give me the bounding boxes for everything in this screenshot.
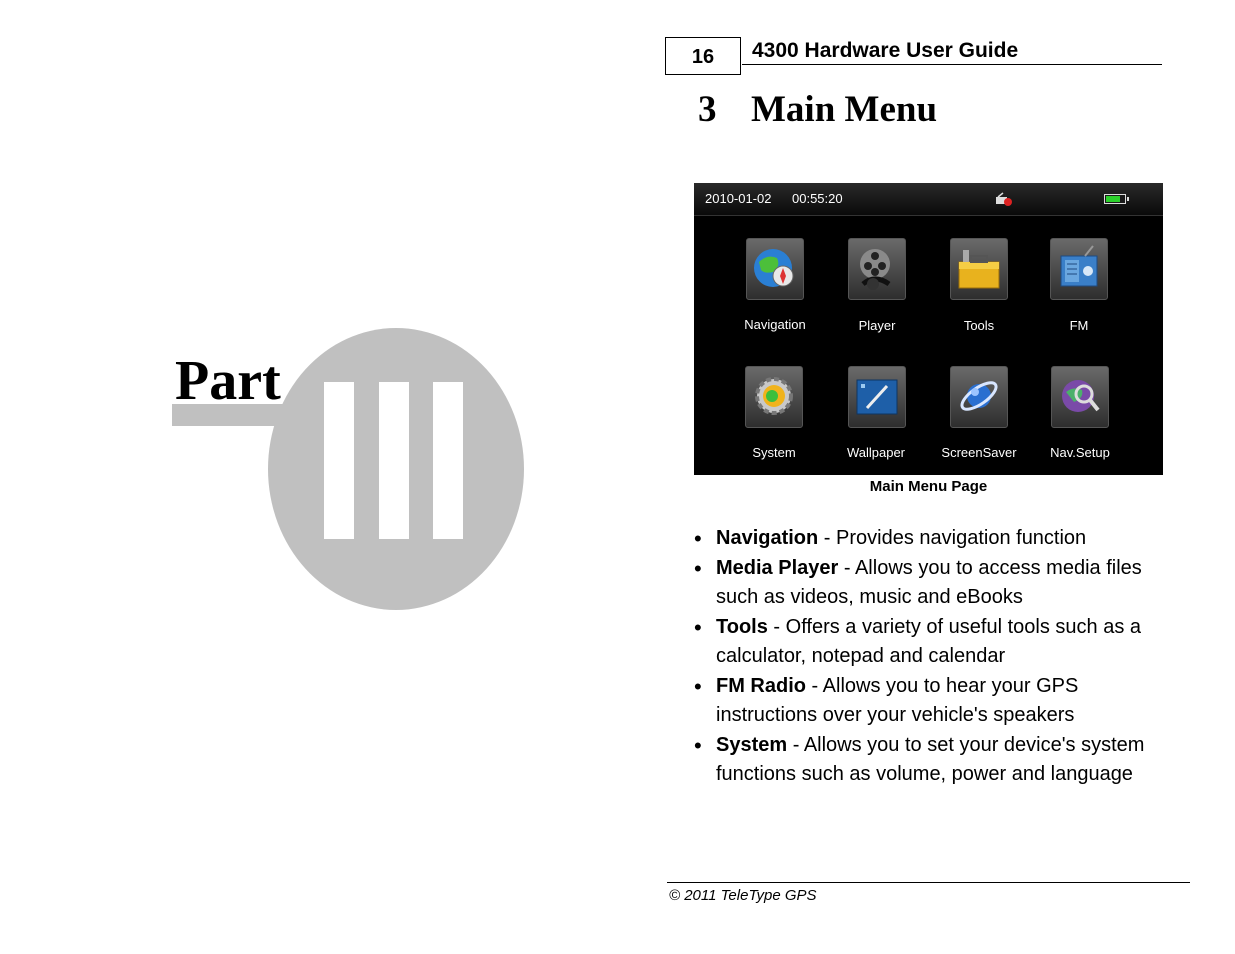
menu-tile-system[interactable]: [745, 366, 803, 428]
film-reel-icon: [853, 244, 901, 294]
list-item-term: Tools: [716, 616, 768, 638]
menu-label: Nav.Setup: [1050, 445, 1110, 460]
list-item: [694, 554, 1164, 612]
picture-icon: [853, 372, 901, 422]
header-rule: [742, 64, 1162, 65]
list-item-text: - Allows you to access media files such as videos, music and eBooks: [716, 557, 1142, 608]
status-time: 00:55:20: [792, 191, 843, 206]
menu-label: Tools: [963, 318, 995, 333]
menu-label: ScreenSaver: [941, 445, 1017, 460]
menu-tile-navigation[interactable]: [746, 238, 804, 300]
chapter-number: 3: [698, 89, 717, 130]
list-item-term: Media Player: [716, 557, 839, 579]
menu-tile-wallpaper[interactable]: [848, 366, 906, 428]
globe-magnifier-icon: [1056, 372, 1104, 422]
list-item: [694, 524, 1164, 553]
radio-icon: [1055, 244, 1103, 294]
toolbox-icon: [955, 244, 1003, 294]
chapter-heading: [698, 86, 937, 134]
battery-icon: [1104, 194, 1126, 204]
list-item-text: - Allows you to set your device's system functions such as volume, power and language: [716, 734, 1145, 785]
menu-label: Player: [858, 318, 896, 333]
roman-numeral-stroke: [433, 382, 463, 539]
status-bar: [694, 183, 1163, 216]
list-item-text: - Offers a variety of useful tools such as a calculator, notepad and calendar: [716, 616, 1141, 667]
gps-signal-icon: [995, 192, 1013, 206]
menu-tile-nav-setup[interactable]: [1051, 366, 1109, 428]
menu-tile-player[interactable]: [848, 238, 906, 300]
list-item: [694, 731, 1164, 789]
status-date: 2010-01-02: [705, 191, 772, 206]
gear-icon: [750, 372, 798, 422]
roman-numeral-stroke: [324, 382, 354, 539]
list-item-term: Navigation: [716, 527, 819, 549]
menu-tile-fm[interactable]: [1050, 238, 1108, 300]
menu-tile-screensaver[interactable]: [950, 366, 1008, 428]
list-item: [694, 672, 1164, 730]
page-number: 16: [665, 37, 741, 75]
main-menu-screenshot: [694, 183, 1163, 475]
menu-label: System: [752, 445, 796, 460]
part-label: Part: [175, 350, 281, 412]
figure-caption: Main Menu Page: [869, 478, 988, 495]
footer-copyright: © 2011 TeleType GPS: [669, 887, 817, 904]
menu-tile-tools[interactable]: [950, 238, 1008, 300]
list-item: [694, 613, 1164, 671]
feature-list: [694, 524, 1164, 790]
running-header-title: 4300 Hardware User Guide: [752, 39, 1019, 62]
globe-compass-icon: [751, 244, 799, 294]
roman-numeral-stroke: [379, 382, 409, 539]
chapter-title: Main Menu: [751, 89, 938, 130]
list-item-text: - Provides navigation function: [818, 527, 1087, 549]
list-item-term: System: [716, 734, 788, 756]
battery-nub: [1127, 197, 1129, 201]
list-item-text: - Allows you to hear your GPS instructions over your vehicle's speakers: [716, 675, 1079, 726]
battery-level-fill: [1106, 196, 1120, 202]
menu-label: Navigation: [744, 317, 806, 332]
orbit-icon: [955, 372, 1003, 422]
list-item-term: FM Radio: [716, 675, 806, 697]
menu-label: Wallpaper: [846, 445, 906, 460]
footer-rule: [667, 882, 1190, 883]
menu-label: FM: [1069, 318, 1089, 333]
